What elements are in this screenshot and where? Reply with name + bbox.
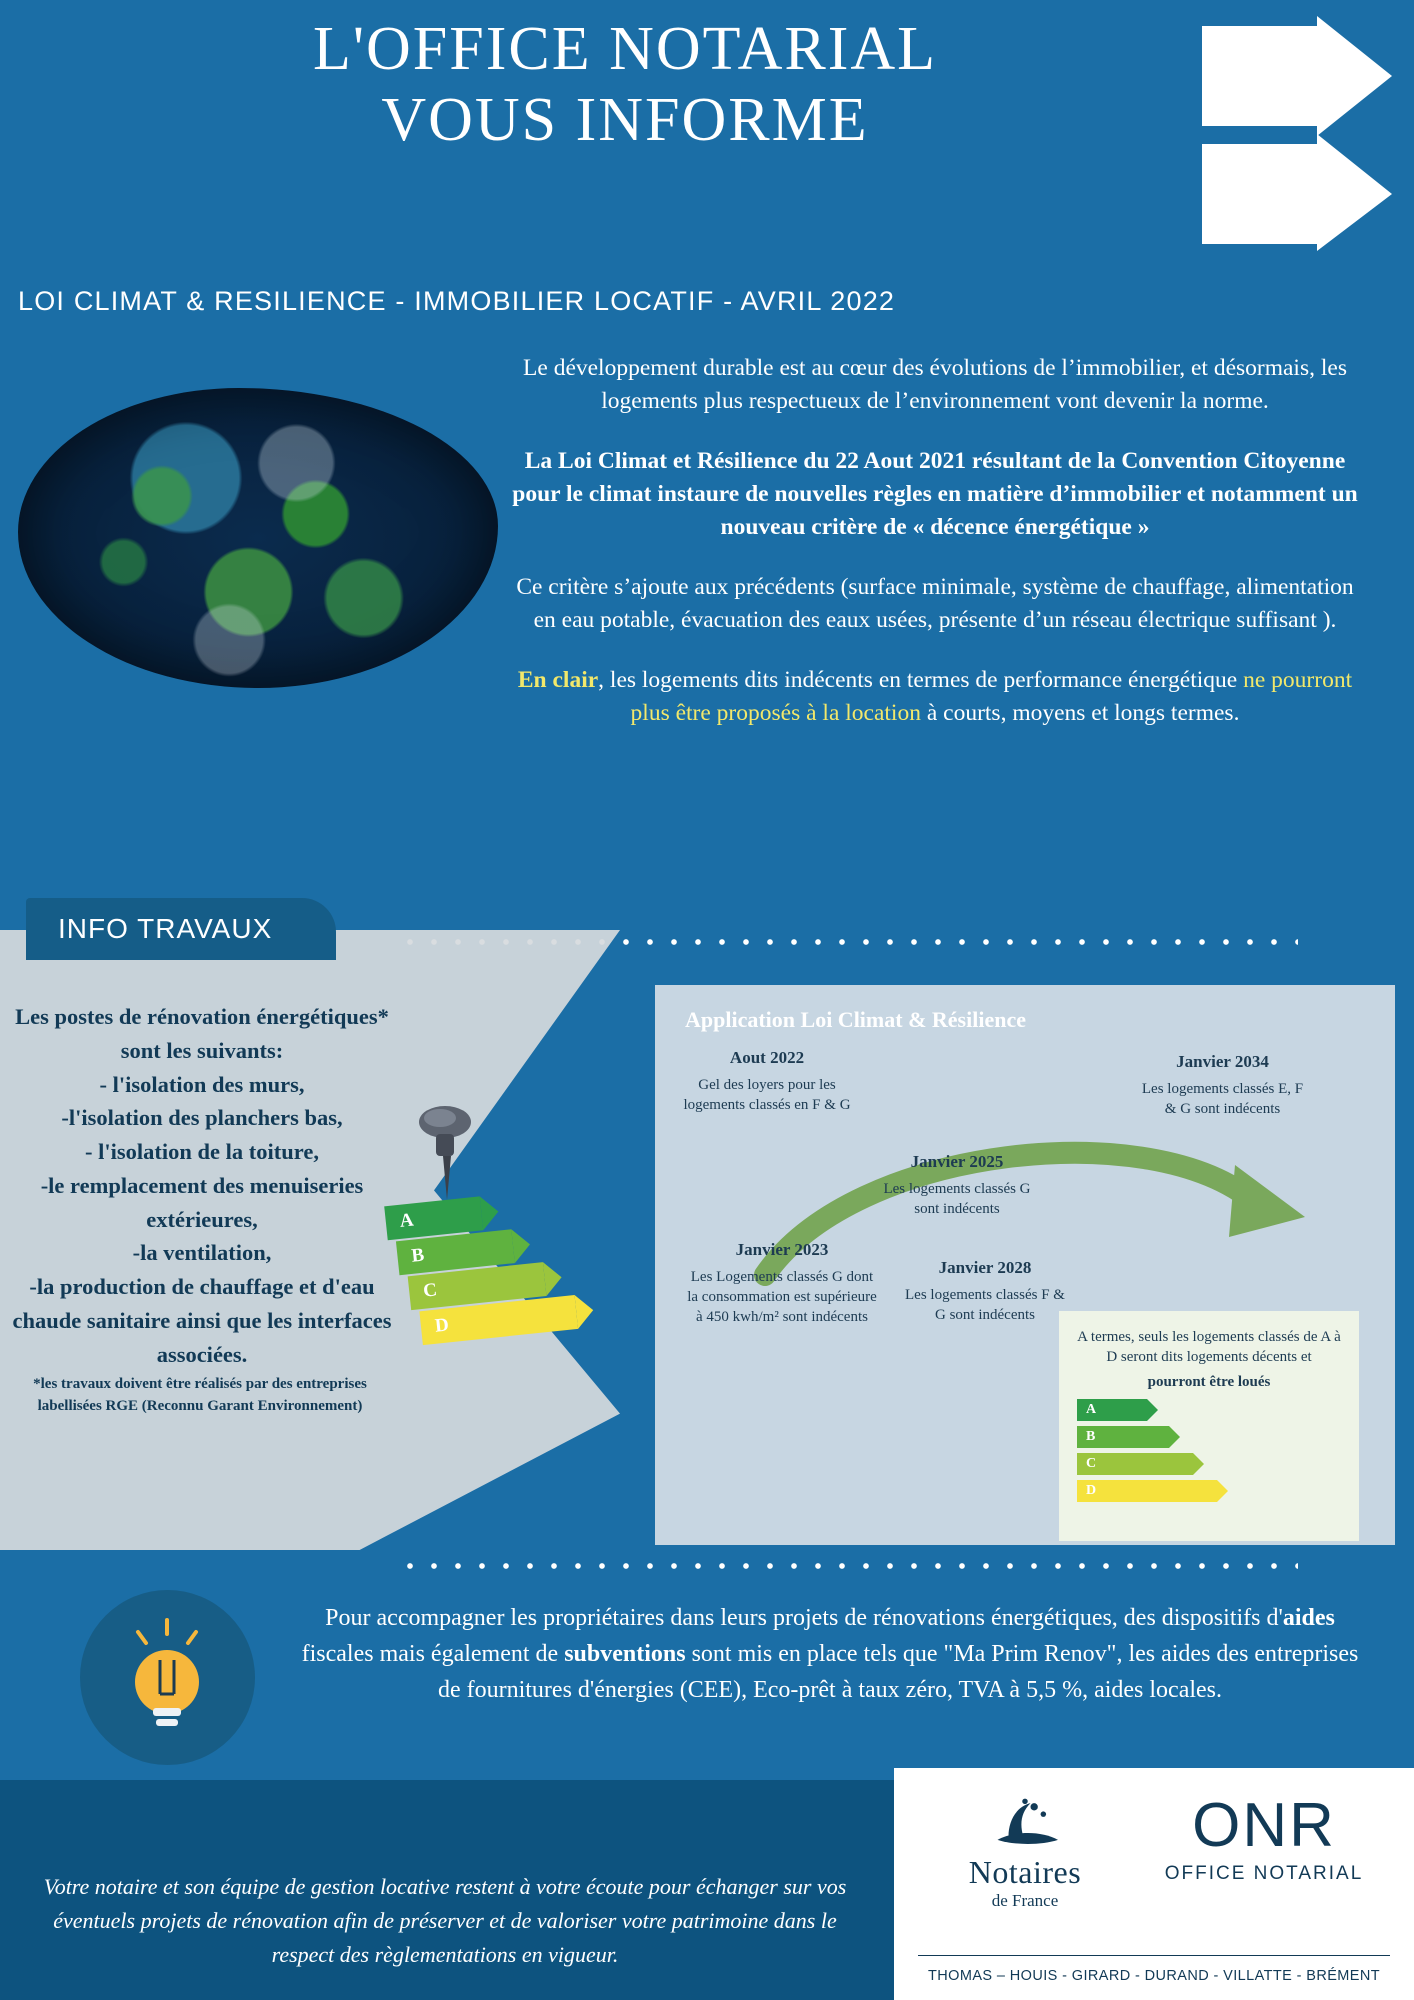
- aides-part-3: sont mis en place tels que "Ma Prim Renov", les aides des entreprises de fournitures d'énergies (CEE), Eco-prêt à taux zéro, TVA à 5,5 %, aides locales.: [437, 1641, 1359, 1703]
- notaires-logo-line-1: Notaires: [968, 1854, 1082, 1890]
- title-line-2: VOUS INFORME: [381, 86, 869, 155]
- aides-bold-1: aides: [1282, 1605, 1335, 1631]
- header: [0, 0, 1414, 280]
- logo-card: [894, 1768, 1414, 2000]
- timeline-item-0-text: Gel des loyers pour les logements classés en F & G: [683, 1076, 851, 1114]
- notaires-logo-line-2: de France: [991, 1891, 1059, 1910]
- lightbulb-badge: [80, 1590, 255, 1765]
- info-travaux-line-2: -l'isolation des planchers bas,: [61, 1105, 343, 1131]
- dotted-divider-bottom: [398, 1562, 1298, 1570]
- timeline-card: [655, 985, 1395, 1545]
- earth-image: [18, 388, 498, 688]
- info-travaux-line-3: - l'isolation de la toiture,: [85, 1139, 319, 1164]
- dpe-scale-conclusion: [1077, 1399, 1327, 1507]
- dpe-bar-D: [1077, 1480, 1217, 1502]
- dpe-letter-label: D: [1086, 1482, 1097, 1498]
- timeline-item-3-date: Janvier 2028: [938, 1258, 1032, 1277]
- intro-paragraph-3: Ce critère s’ajoute aux précédents (surface minimale, système de chauffage, alimentation en eau potable, évacuation des eaux usées, présente d’un réseau électrique suffisant ).: [516, 573, 1354, 634]
- logo-divider: [918, 1955, 1390, 1956]
- office-names: THOMAS – HOUIS - GIRARD - DURAND - VILLATTE - BRÉMENT: [928, 1968, 1380, 1984]
- intro-text-block: [510, 352, 1360, 756]
- lightbulb-icon: [80, 1590, 255, 1765]
- intro-paragraph-4: [510, 664, 1360, 731]
- aides-part-1: Pour accompagner les propriétaires dans leurs projets de rénovations énergétiques, des dispositifs d': [325, 1605, 1283, 1631]
- timeline-item-1-text: Les Logements classés G dont la consommation est supérieure à 450 kwh/m² sont indécents: [687, 1268, 877, 1326]
- timeline-item-4: [1135, 1051, 1310, 1119]
- timeline-item-1-date: Janvier 2023: [735, 1240, 829, 1259]
- title-line-1: L'OFFICE NOTARIAL: [312, 15, 938, 83]
- timeline-item-2: [877, 1151, 1037, 1219]
- info-travaux-line-5: -la ventilation,: [132, 1240, 272, 1266]
- dpe-letter-label: B: [1086, 1428, 1096, 1444]
- intro-paragraph-1: Le développement durable est au cœur des évolutions de l’immobilier, et désormais, les logements plus respectueux de l’environnement vont devenir la norme.: [523, 355, 1347, 415]
- subtitle: LOI CLIMAT & RESILIENCE - IMMOBILIER LOCATIF - AVRIL 2022: [18, 286, 896, 316]
- intro-highlight-rule: ne pourront plus être proposés à la location: [630, 666, 1353, 726]
- notaires-de-france-logo: [930, 1794, 1120, 1911]
- info-travaux-note: *les travaux doivent être réalisés par des entreprises labellisées RGE (Reconnu Garant Environnement): [33, 1376, 367, 1414]
- timeline-item-2-text: Les logements classés G sont indécents: [883, 1180, 1031, 1218]
- info-travaux-tab-label: INFO TRAVAUX: [58, 913, 273, 944]
- arrow-right-icon: [1202, 16, 1392, 251]
- aides-part-2: fiscales mais également de: [301, 1641, 565, 1667]
- timeline-item-4-date: Janvier 2034: [1176, 1052, 1269, 1071]
- intro-paragraph-2: La Loi Climat et Résilience du 22 Aout 2021 résultant de la Convention Citoyenne pour le climat instaure de nouvelles règles en matière d’immobilier et notamment un nouveau critère de « décence énergétique »: [512, 447, 1358, 541]
- info-travaux-line-1: - l'isolation des murs,: [99, 1071, 305, 1097]
- intro-p4-d: à courts, moyens et longs termes.: [920, 699, 1240, 726]
- pushpin-icon: [410, 1100, 480, 1200]
- conclusion-line-1: A termes, seuls les logements classés de A à D seront dits logements décents et: [1077, 1329, 1341, 1366]
- timeline-item-3-text: Les logements classés F & G sont indécents: [905, 1286, 1065, 1324]
- dpe-letter-label: B: [410, 1244, 426, 1267]
- timeline-item-3: [905, 1257, 1065, 1325]
- notaires-emblem-icon: [970, 1794, 1080, 1849]
- timeline-item-4-text: Les logements classés E, F & G sont indécents: [1141, 1080, 1304, 1118]
- timeline-item-0-date: Aout 2022: [729, 1048, 805, 1067]
- dpe-letter-label: C: [1086, 1455, 1097, 1471]
- dpe-bar-C: [1077, 1453, 1193, 1475]
- info-travaux-line-6: -la production de chauffage et d'eau chaude sanitaire ainsi que les interfaces associées.: [12, 1274, 392, 1367]
- dpe-scale-left: [384, 1184, 610, 1365]
- info-travaux-line-0: Les postes de rénovation énergétiques* sont les suivants:: [15, 1004, 389, 1063]
- dpe-letter-label: C: [422, 1279, 439, 1302]
- footer-message: Votre notaire et son équipe de gestion locative restent à votre écoute pour échanger sur vos éventuels projets de rénovation afin de préserver et de valoriser votre patrimoine dans le respect des règlementations en vigueur.: [43, 1873, 847, 1967]
- intro-p4-b: , les logements dits indécents en termes de performance énergétique: [598, 666, 1244, 693]
- info-travaux-tab: [26, 898, 336, 960]
- timeline-conclusion-box: [1059, 1311, 1359, 1541]
- onr-logo-text: ONR: [1192, 1791, 1336, 1860]
- dpe-bar-A: [1077, 1399, 1147, 1421]
- intro-highlight-lead: En clair: [517, 666, 599, 693]
- timeline-item-1: [687, 1239, 877, 1328]
- info-travaux-body: [12, 1000, 392, 1371]
- timeline-item-0: [677, 1047, 857, 1115]
- dpe-letter-label: A: [398, 1209, 415, 1232]
- aides-bold-2: subventions: [564, 1641, 686, 1667]
- page-title: [110, 14, 1140, 157]
- timeline-title: Application Loi Climat & Résilience: [685, 1007, 1026, 1032]
- info-travaux-line-4: -le remplacement des menuiseries extérieures,: [40, 1172, 364, 1232]
- dpe-letter-label: D: [433, 1314, 450, 1337]
- conclusion-line-2: pourront être loués: [1147, 1373, 1271, 1390]
- dpe-letter-label: A: [1086, 1401, 1097, 1417]
- aides-text-block: [300, 1600, 1360, 1708]
- timeline-item-2-date: Janvier 2025: [910, 1152, 1004, 1171]
- onr-logo: [1144, 1790, 1384, 1885]
- onr-logo-subtitle: OFFICE NOTARIAL: [1164, 1863, 1364, 1884]
- dpe-bar-B: [1077, 1426, 1169, 1448]
